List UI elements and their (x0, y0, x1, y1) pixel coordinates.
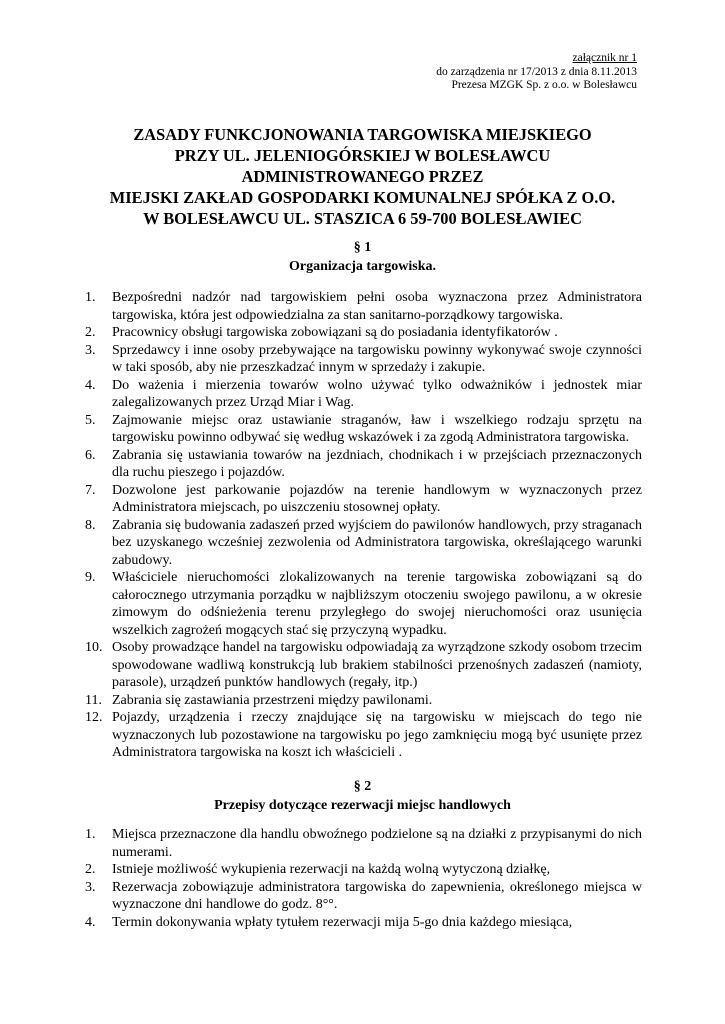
item-text: Zajmowanie miejsc oraz ustawianie straganów, ław i wszelkiego rodzaju sprzętu na targowisku powinno odbywać się według wskazówek i za zgodą Administratora targowiska. (112, 412, 642, 445)
list-item (85, 692, 642, 710)
list-item (85, 482, 642, 517)
document-title (0, 124, 725, 229)
list-item (85, 826, 642, 861)
item-text: Istnieje możliwość wykupienia rezerwacji na każdą wolną wytyczoną działkę, (112, 862, 551, 877)
item-number: 2. (85, 325, 96, 340)
item-text: Właściciele nieruchomości zlokalizowanych na terenie targowiska zobowiązani są do całorocznego utrzymania porządku w najbliższym otoczeniu swojego pawilonu, a w okresie zimowym do odśnieżenia terenu przyległego do swojej nieruchomości oraz usunięcia wszelkich zagrożeń mogących stać się przyczyną wypadku. (112, 570, 642, 638)
title-line-3: ADMINISTROWANEGO PRZEZ (241, 167, 484, 186)
item-number: 2. (85, 862, 96, 877)
attachment-note (436, 52, 637, 93)
item-text: Zabrania się ustawiania towarów na jezdniach, chodnikach i w przejściach przeznaczonych dla ruchu pieszego i pojazdów. (112, 447, 642, 480)
section-1-header (0, 238, 725, 276)
list-item (85, 377, 642, 412)
section-1-list (85, 289, 642, 762)
item-text: Bezpośredni nadzór nad targowiskiem pełni osoba wyznaczona przez Administratora targowiska, która jest odpowiedzialna za stan sanitarno-porządkowy targowiska. (112, 290, 642, 323)
item-text: Zabrania się budowania zadaszeń przed wyjściem do pawilonów handlowych, przy straganach bez uzyskanego wcześniej zezwolenia od Administratora targowiska, określającego warunki zabudowy. (112, 517, 642, 568)
item-number: 5. (85, 412, 96, 428)
item-number: 10. (85, 640, 103, 655)
list-item (85, 861, 642, 879)
list-item (85, 569, 642, 639)
list-item (85, 412, 642, 447)
section-2-heading: Przepisy dotyczące rezerwacji miejsc handlowych (214, 798, 511, 813)
item-text: Zabrania się zastawiania przestrzeni między pawilonami. (112, 692, 433, 708)
list-item (85, 289, 642, 324)
item-number: 1. (85, 290, 96, 305)
attachment-issuer: Prezesa MZGK Sp. z o.o. w Bolesławcu (451, 79, 637, 91)
list-item (85, 342, 642, 377)
item-text: Pojazdy, urządzenia i rzeczy znajdujące się na targowisku w miejscach do tego nie wyznaczonych lub pozostawione na targowisku po jego zamknięciu mogą być usunięte przez Administratora targowiska na koszt ich właścicieli . (112, 710, 642, 760)
item-text: Do ważenia i mierzenia towarów wolno używać tylko odważników i jednostek miar zalegalizowanych przez Urząd Miar i Wag. (112, 377, 642, 410)
item-text: Osoby prowadzące handel na targowisku odpowiadają za wyrządzone szkody osobom trzecim spowodowane wadliwą konstrukcją lub brakiem stabilności przenośnych zadaszeń (namioty, parasole), urządzeń punktów handlowych (regały, itp.) (112, 640, 642, 690)
list-item (85, 914, 642, 932)
item-text: Termin dokonywania wpłaty tytułem rezerwacji mija 5-go dnia każdego miesiąca, (112, 914, 573, 930)
title-line-2: PRZY UL. JELENIOGÓRSKIEJ W BOLESŁAWCU (174, 146, 551, 165)
item-text: Pracownicy obsługi targowiska zobowiązani są do posiadania identyfikatorów . (112, 325, 558, 340)
item-number: 11. (85, 692, 102, 708)
section-2-list (85, 826, 642, 931)
item-number: 1. (85, 827, 96, 842)
section-1-number: § 1 (353, 240, 372, 255)
list-item (85, 517, 642, 570)
list-item (85, 709, 642, 762)
section-2-number: § 2 (353, 779, 372, 794)
item-number: 7. (85, 482, 96, 498)
attachment-number: załącznik nr 1 (572, 52, 637, 64)
title-line-5: W BOLESŁAWCU UL. STASZICA 6 59-700 BOLESŁAWIEC (143, 209, 582, 228)
item-number: 3. (85, 879, 96, 895)
list-item (85, 639, 642, 692)
list-item (85, 879, 642, 914)
item-text: Rezerwacja zobowiązuje administratora targowiska do zapewnienia, określonego miejsca w wyznaczone dni handlowe do godz. 8°°. (112, 879, 642, 912)
item-number: 8. (85, 517, 96, 533)
title-line-1: ZASADY FUNKCJONOWANIA TARGOWISKA MIEJSKIEGO (133, 125, 592, 144)
item-number: 9. (85, 570, 96, 585)
item-number: 4. (85, 914, 96, 930)
item-number: 3. (85, 342, 96, 358)
item-text: Miejsca przeznaczone dla handlu obwoźnego podzielone są na działki z przypisanymi do nich numerami. (112, 827, 642, 860)
item-text: Sprzedawcy i inne osoby przebywające na targowisku powinny wykonywać swoje czynności w taki sposób, aby nie przeszkadzać innym w sprzedaży i zakupie. (112, 342, 642, 375)
section-1-heading: Organizacja targowiska. (289, 259, 436, 274)
section-2-header (0, 777, 725, 815)
title-line-4: MIEJSKI ZAKŁAD GOSPODARKI KOMUNALNEJ SPÓŁKA Z O.O. (109, 188, 616, 207)
item-number: 12. (85, 710, 103, 725)
item-number: 4. (85, 377, 96, 393)
list-item (85, 324, 642, 342)
item-text: Dozwolone jest parkowanie pojazdów na terenie handlowym w wyznaczonych przez Administratora miejscach, po uiszczeniu stosownej opłaty. (112, 482, 642, 515)
list-item (85, 447, 642, 482)
attachment-order: do zarządzenia nr 17/2013 z dnia 8.11.2013 (436, 65, 637, 78)
item-number: 6. (85, 447, 96, 463)
